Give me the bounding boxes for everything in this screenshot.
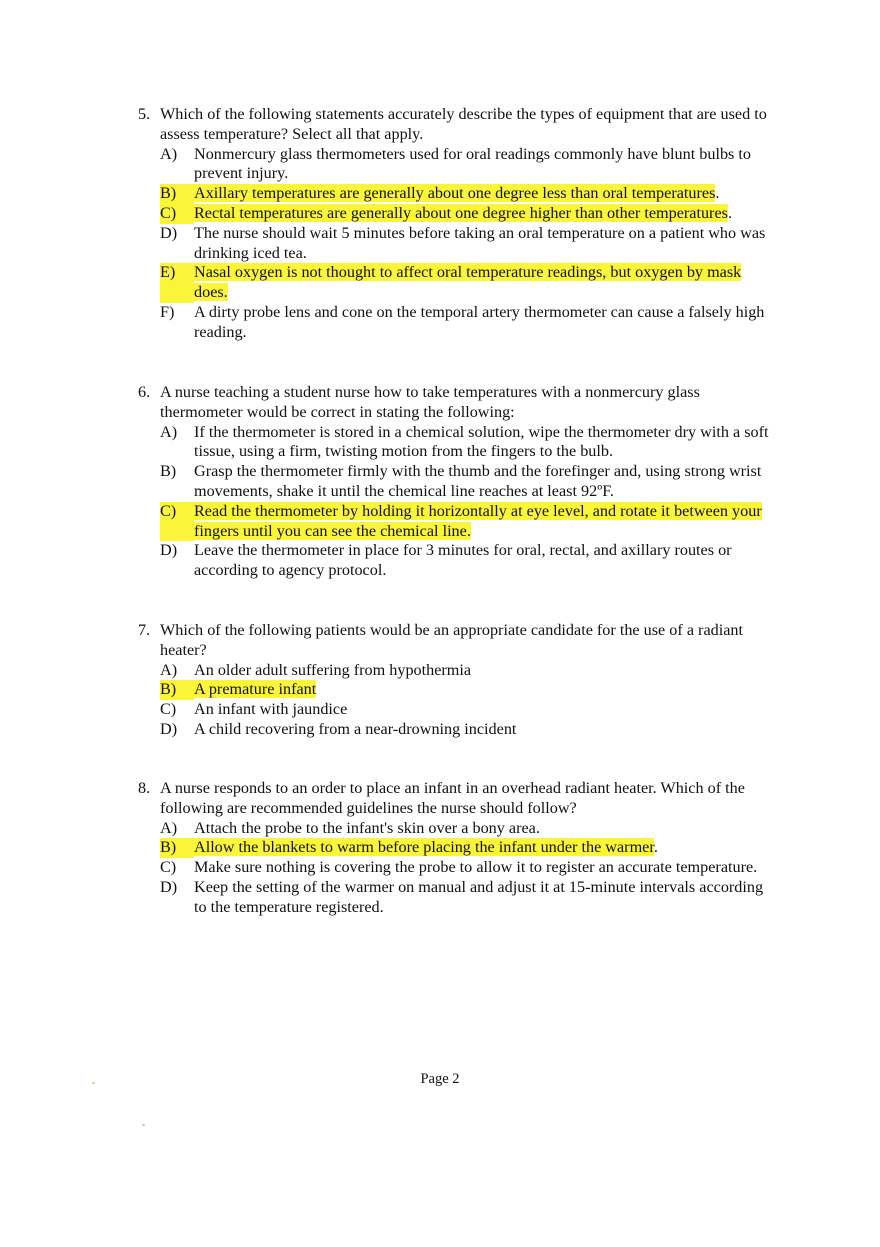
question-stem <box>138 383 778 423</box>
option-text: Read the thermometer by holding it horizontally at eye level, and rotate it between your fingers until you can see the chemical line. <box>194 501 762 540</box>
option-letter: D) <box>160 877 178 896</box>
option-letter: B) <box>160 838 194 858</box>
option-c <box>160 700 778 720</box>
option-d <box>160 541 778 581</box>
question-text: A nurse responds to an order to place an infant in an overhead radiant heater. Which of the following are recommended guidelines the nurse should follow? <box>160 779 745 817</box>
option-d <box>160 720 778 740</box>
option-text: Keep the setting of the warmer on manual and adjust it at 15-minute intervals according to the temperature registered. <box>194 877 764 916</box>
option-letter: D) <box>160 223 178 242</box>
option-text: A dirty probe lens and cone on the temporal artery thermometer can cause a falsely high reading. <box>194 302 765 341</box>
option-letter: C) <box>160 204 194 224</box>
option-a <box>160 661 778 681</box>
option-c <box>160 858 778 878</box>
question-number: 7. <box>138 621 151 639</box>
option-suffix: . <box>715 184 720 203</box>
option-b-highlighted <box>160 184 778 204</box>
option-d <box>160 224 778 264</box>
option-letter: B) <box>160 184 194 204</box>
option-b-highlighted <box>160 838 778 858</box>
option-text: The nurse should wait 5 minutes before taking an oral temperature on a patient who was drinking iced tea. <box>194 223 766 262</box>
question-stem <box>138 105 778 145</box>
option-text: Nasal oxygen is not thought to affect oral temperature readings, but oxygen by mask does. <box>194 263 742 302</box>
question-5 <box>138 105 778 343</box>
option-suffix: . <box>727 203 732 222</box>
option-text: Nonmercury glass thermometers used for oral readings commonly have blunt bulbs to prevent injury. <box>194 144 751 183</box>
question-text: Which of the following statements accurately describe the types of equipment that are used to assess temperature? Select all that apply. <box>160 105 767 143</box>
option-text: Axillary temperatures are generally about one degree less than oral temperatures <box>194 184 716 203</box>
scan-speck <box>92 1082 95 1084</box>
option-b <box>160 462 778 502</box>
question-number: 8. <box>138 779 151 797</box>
option-a <box>160 145 778 185</box>
page-number: Page 2 <box>420 1071 460 1087</box>
option-letter: A) <box>160 422 178 441</box>
option-letter: A) <box>160 144 178 163</box>
option-letter: B) <box>160 680 194 700</box>
option-text: A child recovering from a near-drowning incident <box>194 719 517 738</box>
question-number: 5. <box>138 105 151 123</box>
option-letter: C) <box>160 502 194 542</box>
question-text: A nurse teaching a student nurse how to take temperatures with a nonmercury glass thermometer would be correct in stating the following: <box>160 383 700 421</box>
option-text: Leave the thermometer in place for 3 minutes for oral, rectal, and axillary routes or according to agency protocol. <box>194 541 732 580</box>
option-text: Make sure nothing is covering the probe to allow it to register an accurate temperature. <box>194 858 758 877</box>
option-e-highlighted <box>160 263 778 303</box>
option-a <box>160 423 778 463</box>
option-suffix: . <box>653 838 658 857</box>
option-text: An older adult suffering from hypothermia <box>194 660 472 679</box>
question-stem <box>138 621 778 661</box>
question-6 <box>138 383 778 581</box>
option-text: Grasp the thermometer firmly with the thumb and the forefinger and, using strong wrist movements, shake it until the chemical line reaches at least 92ºF. <box>194 462 762 500</box>
question-number: 6. <box>138 383 151 401</box>
option-text: If the thermometer is stored in a chemical solution, wipe the thermometer dry with a soft tissue, using a firm, twisting motion from the fingers to the bulb. <box>194 422 769 461</box>
question-stem <box>138 779 778 819</box>
option-letter: D) <box>160 719 178 738</box>
option-letter: C) <box>160 858 177 877</box>
option-text: Allow the blankets to warm before placing the infant under the warmer <box>194 838 654 857</box>
option-letter: E) <box>160 263 194 303</box>
option-letter: F) <box>160 302 175 321</box>
option-letter: A) <box>160 660 178 679</box>
option-b-highlighted <box>160 680 778 700</box>
option-f <box>160 303 778 343</box>
question-8 <box>138 779 778 918</box>
question-7 <box>138 621 778 740</box>
option-text: Attach the probe to the infant's skin over a bony area. <box>194 818 540 837</box>
option-letter: C) <box>160 700 177 719</box>
option-text: An infant with jaundice <box>194 700 348 719</box>
scan-speck <box>142 1124 145 1126</box>
option-letter: A) <box>160 818 178 837</box>
option-text: Rectal temperatures are generally about one degree higher than other temperatures <box>194 203 728 222</box>
option-a <box>160 819 778 839</box>
option-c-highlighted <box>160 502 778 542</box>
option-letter: D) <box>160 541 178 560</box>
option-letter: B) <box>160 462 177 481</box>
question-text: Which of the following patients would be an appropriate candidate for the use of a radiant heater? <box>160 621 743 659</box>
option-c-highlighted <box>160 204 778 224</box>
option-d <box>160 878 778 918</box>
option-text: A premature infant <box>194 680 317 699</box>
